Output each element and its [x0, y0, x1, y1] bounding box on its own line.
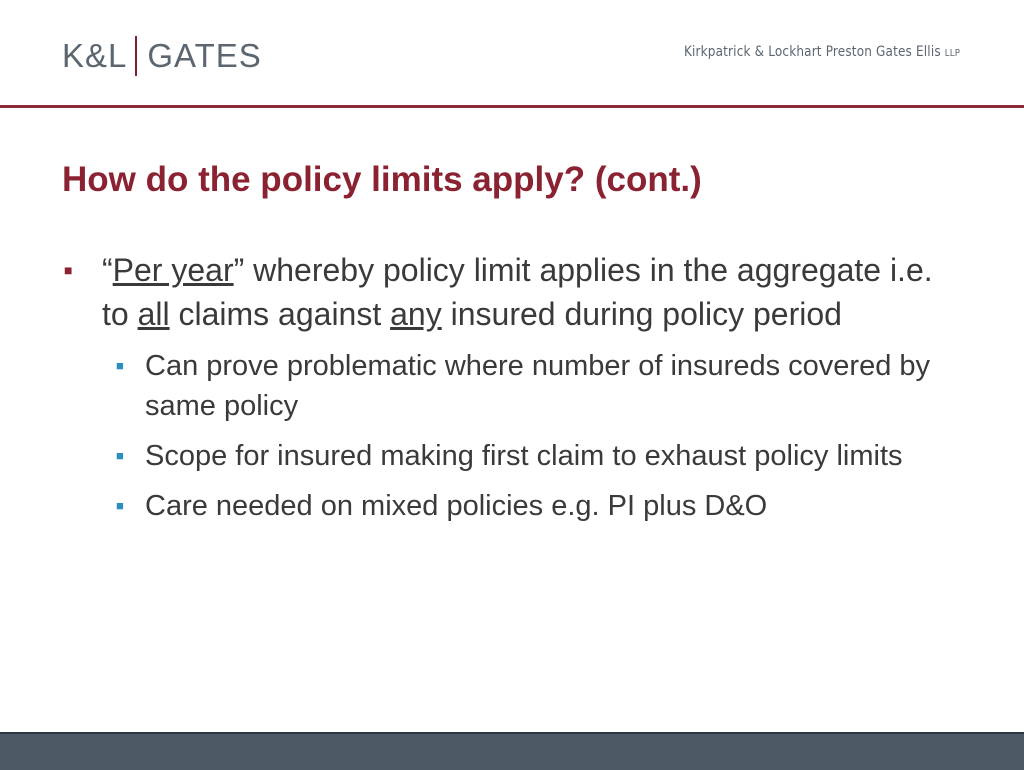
sub-bullet: [116, 486, 962, 526]
word-any: any: [390, 296, 442, 332]
slide-title: How do the policy limits apply? (cont.): [62, 160, 702, 199]
square-bullet-icon: ■: [64, 262, 73, 278]
firm-suffix: LLP: [944, 48, 960, 59]
bullet-list: [62, 248, 962, 526]
kl-gates-logo: [62, 36, 262, 76]
header-rule: [0, 105, 1024, 108]
word-all: all: [137, 296, 170, 332]
sub-bullet: [116, 346, 962, 426]
bullet-text: [102, 248, 962, 336]
bullet-text-a: ” whereby policy limit applies in the aggregate i.e. to: [102, 252, 933, 332]
square-bullet-icon: ■: [116, 448, 124, 463]
term-per-year: Per year: [112, 252, 234, 288]
logo-kl-text: K&L: [62, 37, 128, 74]
sub-bullet-text: Can prove problematic where number of insureds covered by same policy: [145, 350, 931, 422]
sub-bullet: [116, 436, 962, 476]
logo-divider: [135, 36, 137, 76]
bullet-per-year: [62, 248, 962, 336]
bullet-text-c: insured during policy period: [441, 296, 842, 332]
firm-full-name: [684, 44, 960, 60]
footer-bar: [0, 732, 1024, 770]
open-quote: “: [102, 252, 113, 288]
square-bullet-icon: ■: [116, 498, 124, 513]
square-bullet-icon: ■: [116, 358, 124, 373]
bullet-text-b: claims against: [169, 296, 391, 332]
sub-bullet-text: Scope for insured making first claim to exhaust policy limits: [145, 440, 903, 472]
firm-name-text: Kirkpatrick & Lockhart Preston Gates Ellis: [683, 44, 941, 60]
sub-bullet-text: Care needed on mixed policies e.g. PI plus D&O: [145, 490, 768, 522]
logo-gates-text: GATES: [147, 37, 262, 74]
